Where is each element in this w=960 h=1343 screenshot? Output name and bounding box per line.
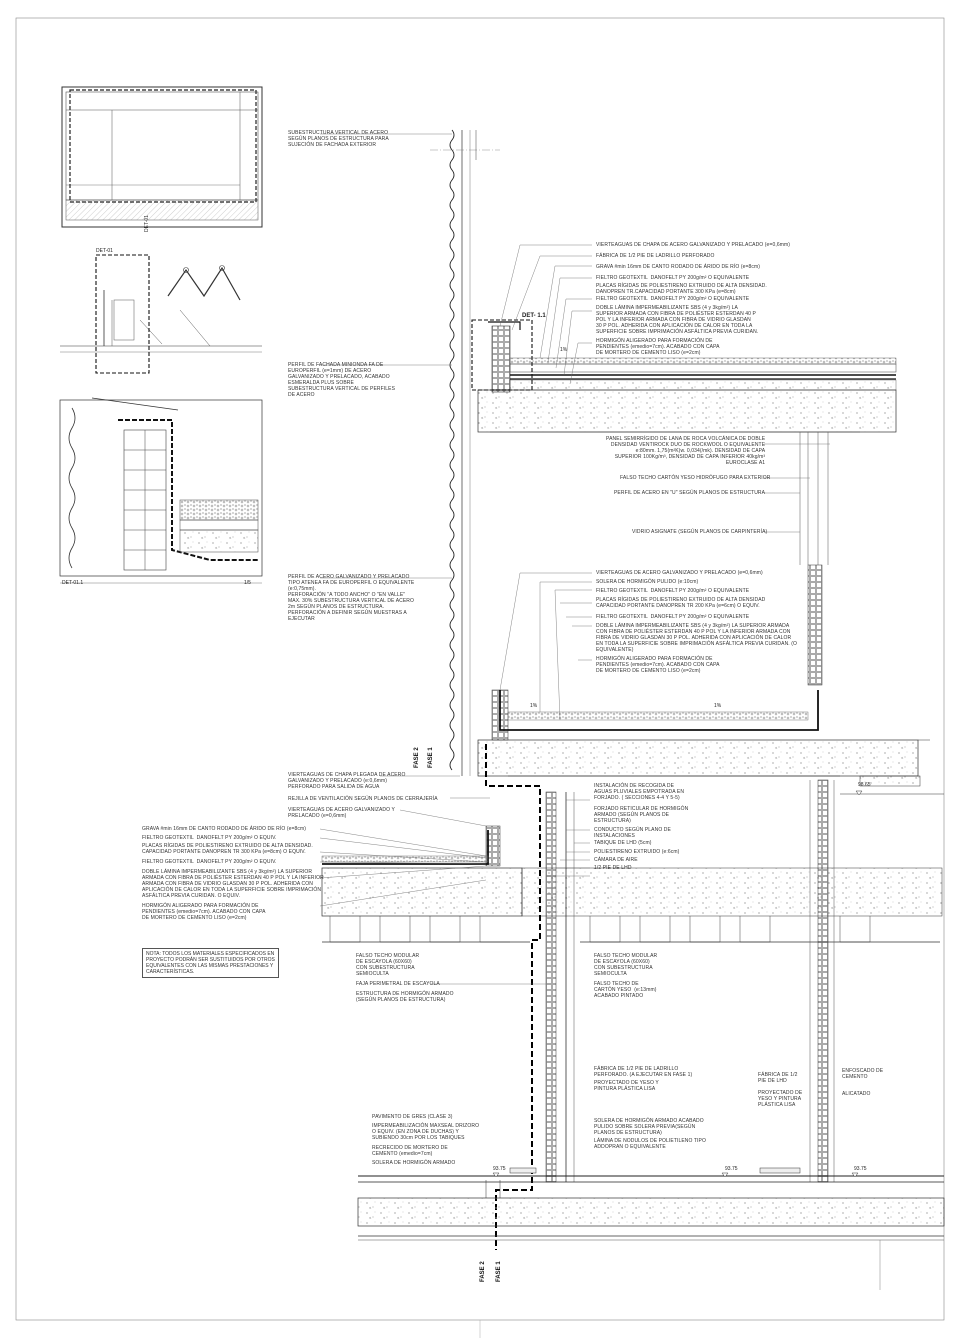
annotation: VIDRIO ASIGNATE (SEGÚN PLANOS DE CARPINTERÍA) xyxy=(632,529,768,535)
general-note: NOTA: TODOS LOS MATERIALES ESPECIFICADOS EN PROYECTO PODRÁN SER SUSTITUIDOS POR OTROS EQUIVALENTES CON LAS MISMAS PRESTACIONES Y CARACTERÍSTICAS. xyxy=(142,948,279,978)
annotation: FALSO TECHO CARTÓN YESO HIDRÓFUGO PARA EXTERIOR xyxy=(620,475,771,481)
annotation: GRAVA #min 16mm DE CANTO RODADO DE ÁRIDO DE RÍO (e=8cm) xyxy=(596,264,761,270)
leaders xyxy=(320,134,830,984)
annotation: 1/2 PIE DE LHD xyxy=(594,865,632,871)
facade-profile xyxy=(430,130,500,776)
det01-tag: DET-01 xyxy=(96,248,113,254)
det11-tag: DET- 1.1 xyxy=(522,313,546,319)
fase1-lower-label: FASE 1 xyxy=(496,1261,502,1282)
annotation: SOLERA DE HORMIGÓN ARMADO xyxy=(372,1160,456,1166)
annotation: ENFOSCADO DE CEMENTO xyxy=(842,1068,884,1080)
annotation: FORJADO RETICULAR DE HORMIGÓN ARMADO (SEGÚN PLANOS DE ESTRUCTURA) xyxy=(594,806,689,824)
small-section xyxy=(60,255,262,373)
ground-slab xyxy=(358,1176,944,1290)
annotation: SOLERA DE HORMIGÓN PULIDO (e:10cm) xyxy=(596,579,699,585)
annotation: CÁMARA DE AIRE xyxy=(594,857,638,863)
annotation: FIELTRO GEOTEXTIL DANOFELT PY 200g/m² O EQUIVALENTE xyxy=(596,588,750,594)
annotation: HORMIGÓN ALIGERADO PARA FORMACIÓN DE PENDIENTES (emedio=7cm). ACABADO CON CAPA DE MORTERO DE CEMENTO LISO (e=2cm) xyxy=(142,903,266,921)
annotation: FIELTRO GEOTEXTIL DANOFELT PY 200g/m² O EQUIVALENTE xyxy=(596,614,750,620)
slope-label: 1% xyxy=(714,703,722,709)
annotation: INSTALACIÓN DE RECOGIDA DE AGUAS PLUVIALES EMPOTRADA EN FORJADO. ( SECCIONES 4-4 Y 5-5) xyxy=(594,783,685,801)
annotation: SUBESTRUCTURA VERTICAL DE ACERO SEGÚN PLANOS DE ESTRUCTURA PARA SUJECIÓN DE FACHADA EXTERIOR xyxy=(288,130,389,148)
annotation: HORMIGÓN ALIGERADO PARA FORMACIÓN DE PENDIENTES (emedio=7cm). ACABADO CON CAPA DE MORTERO DE CEMENTO LISO (e=2cm) xyxy=(596,338,720,356)
annotation: VIERTEAGUAS DE ACERO GALVANIZADO Y PRELACADO (e=0,6mm) xyxy=(288,807,395,819)
slope-label: 1% xyxy=(530,703,538,709)
annotation: ALICATADO xyxy=(842,1091,871,1097)
fase2-lower-label: FASE 2 xyxy=(480,1261,486,1282)
annotation: VIERTEAGUAS DE CHAPA PLEGADA DE ACERO GALVANIZADO Y PRELACADO (e:0,6mm) PERFORADO PARA SALIDA DE AGUA xyxy=(288,772,406,790)
fase2-upper-label: FASE 2 xyxy=(414,747,420,768)
annotation: PERFIL DE ACERO GALVANIZADO Y PRELACADO TIPO ATENEA FA DE EUROPERFIL O EQUIVALENTE (e:0,75mm). PERFORACIÓN "A TODO ANCHO" O "EN VALLE" MAX. 30% SUBESTRUCTURA VERTICAL DE ACERO 2m SEGÚN PLANOS DE ESTRUCTURA. PERFORACIÓN A DEFINIR SEGÚN MUESTRAS A EJECUTAR xyxy=(288,574,415,622)
fase1-upper-label: FASE 1 xyxy=(428,747,434,768)
annotation: FÁBRICA DE 1/2 PIE DE LADRILLO PERFORADO xyxy=(596,253,715,259)
annotation: PROYECTADO DE YESO Y PINTURA PLÁSTICA LISA xyxy=(594,1080,659,1092)
annotation: PERFIL DE FACHADA MINIONDA FA DE EUROPERFIL (e=1mm) DE ACERO GALVANIZADO Y PRELACADO, ACABADO ESMERALDA PLUS SOBRE SUBESTRUCTURA VERTICAL DE PERFILES DE ACERO xyxy=(288,362,396,398)
annotation: PLACAS RÍGIDAS DE POLIESTIRENO EXTRUIDO DE ALTA DENSIDAD. DANOPREN TR.CAPACIDAD PORTANTE 300 KPa (e=8cm) xyxy=(596,283,767,295)
annotation: SOLERA DE HORMIGÓN ARMADO ACABADO PULIDO SOBRE SOLERA PREVIA(SEGÚN PLANOS DE ESTRUCTURA) xyxy=(594,1118,704,1136)
annotation: PLACAS RÍGIDAS DE POLIESTIRENO EXTRUIDO DE ALTA DENSIDAD. CAPACIDAD PORTANTE DANOPREN TR 300 KPa (e=8cm) O EQUIV. xyxy=(142,843,313,855)
annotation: IMPERMEABILIZACIÓN MAXSEAL DRIZORO O EQUIV. (EN ZONA DE DUCHAS) Y SUBIENDO 30cm POR LOS TABIQUES xyxy=(372,1123,480,1141)
annotation: FIELTRO GEOTEXTIL DANOFELT PY 200g/m² O EQUIV. xyxy=(142,859,277,865)
annotation: TABIQUE DE LHD (5cm) xyxy=(594,840,652,846)
annotation: LÁMINA DE NODULOS DE POLIETILENO TIPO ADDOPRAN O EQUIVALENTE xyxy=(594,1138,706,1150)
annotation: VIERTEAGUAS DE ACERO GALVANIZADO Y PRELACADO (e=0,6mm) xyxy=(596,570,763,576)
annotation: DOBLE LÁMINA IMPERMEABILIZANTE SBS (4 y 3kg/m²) LA SUPERIOR ARMADA CON FIBRA DE POLIÉSTER ESTERDAN 40 P POL Y LA INFERIOR ARMADA CON FIBRA DE VIDRIO GLASDAN 30 P POL. ADHERIDA CON APLICACIÓN DE CALOR EN TODA LA SUPERFICIE SOBRE IMPRIMACIÓN ASFÁLTICA PREVIA CURIDAN. xyxy=(596,305,759,335)
svg-text:DET-01: DET-01 xyxy=(144,215,150,232)
scale-label: 1/5 xyxy=(244,580,251,586)
annotation: FALSO TECHO MODULAR DE ESCAYOLA (60X60) CON SUBESTRUCTURA SEMIOCULTA xyxy=(356,953,420,977)
annotation: FÁBRICA DE 1/2 PIE DE LHD xyxy=(758,1072,798,1084)
annotation: RECRECIDO DE MORTERO DE CEMENTO (emedio=7cm) xyxy=(372,1145,448,1157)
annotation: FIELTRO GEOTEXTIL DANOFELT PY 200g/m² O EQUIVALENTE xyxy=(596,296,750,302)
det011-label: DET-01.1 xyxy=(62,580,84,586)
level-93-75-b: 93.75 xyxy=(725,1166,738,1172)
annotation: FALSO TECHO DE CARTÓN YESO (e:13mm) ACABADO PINTADO xyxy=(594,981,657,999)
annotation: HORMIGÓN ALIGERADO PARA FORMACIÓN DE PENDIENTES (emedio=7cm). ACABADO CON CAPA DE MORTERO DE CEMENTO LISO (e=2cm) xyxy=(596,656,720,674)
annotation: DOBLE LÁMINA IMPERMEABILIZANTE SBS (4 y 3kg/m²) LA SUPERIOR ARMADA CON FIBRA DE POLIÉSTER ESTERDAN 40 P POL Y LA INFERIOR ARMADA CON FIBRA DE VIDRIO GLASDAN 30 P POL. ADHERIDA CON APLICACIÓN DE CALOR EN TODA LA SUPERFICIE SOBRE IMPRIMACIÓN ASFÁLTICA PREVIA CURIDAN. (O EQUIVALENTE) xyxy=(596,623,798,653)
annotation: FIELTRO GEOTEXTIL DANOFELT PY 200g/m² O EQUIV. xyxy=(142,835,277,841)
annotation: PLACAS RÍGIDAS DE POLIESTIRENO EXTRUIDO DE ALTA DENSIDAD CAPACIDAD PORTANTE DANOPREN TR 200 KPa (e=6cm) O EQUIV. xyxy=(596,597,766,609)
annotation: PROYECTADO DE YESO Y PINTURA PLÁSTICA LISA xyxy=(758,1090,803,1108)
level-93-75-a: 93.75 xyxy=(493,1166,506,1172)
level-93-75-c: 93.75 xyxy=(854,1166,867,1172)
annotation: ESTRUCTURA DE HORMIGÓN ARMADO (SEGÚN PLANOS DE ESTRUCTURA) xyxy=(356,991,454,1003)
annotation: VIERTEAGUAS DE CHAPA DE ACERO GALVANIZADO Y PRELACADO (e=0,6mm) xyxy=(596,242,790,248)
annotation: PANEL SEMIRRÍGIDO DE LANA DE ROCA VOLCÁNICA DE DOBLE DENSIDAD VENTIROCK DUO DE ROCKWOOL O EQUIVALENTE e:80mm. 1,75(m²K)w. 0,034(/mk). DENSIDAD DE CAPA SUPERIOR 100Kg/m³, DENSIDAD DE CAPA INFERIOR 40kg/m³ EUROCLASE A1 xyxy=(606,436,766,466)
annotation: FAJA PERIMETRAL DE ESCAYOLA xyxy=(356,981,440,987)
annotation: PAVIMENTO DE GRES (CLASE 3) xyxy=(372,1114,453,1120)
annotation: POLIESTIRENO EXTRUIDO (e:6cm) xyxy=(594,849,680,855)
annotation: FIELTRO GEOTEXTIL DANOFELT PY 200g/m² O EQUIVALENTE xyxy=(596,275,750,281)
annotation: REJILLA DE VENTILACIÓN SEGÚN PLANOS DE CERRAJERÍA xyxy=(288,796,438,802)
annotation: FALSO TECHO MODULAR DE ESCAYOLA (60X60) CON SUBESTRUCTURA SEMIOCULTA xyxy=(594,953,658,977)
key-plan xyxy=(62,87,262,232)
annotation: CONDUCTO SEGÚN PLANO DE INSTALACIONES xyxy=(594,827,671,839)
annotation: FÁBRICA DE 1/2 PIE DE LADRILLO PERFORADO. (A EJECUTAR EN FASE 1) xyxy=(594,1066,693,1078)
slope-label: 1% xyxy=(560,347,568,353)
annotation: DOBLE LÁMINA IMPERMEABILIZANTE SBS (4 y 3kg/m²) LA SUPERIOR ARMADA CON FIBRA DE POLIÉSTER ESTERDAN 40 P POL Y LA INFERIOR ARMADA CON FIBRA DE VIDRIO GLASDAN 30 P POL. ADHERIDA CON APLICACIÓN DE CALOR EN TODA LA SUPERFICIE SOBRE IMPRIMACIÓN ASFÁLTICA PREVIA CURIDAN. O EQUIV. xyxy=(142,869,324,899)
annotation: GRAVA #min 16mm DE CANTO RODADO DE ÁRIDO DE RÍO (e=8cm) xyxy=(142,826,307,832)
detail-det-01-1 xyxy=(60,398,262,583)
level-98-65: 98.65 xyxy=(858,782,871,788)
annotation: PERFIL DE ACERO EN "U" SEGÚN PLANOS DE ESTRUCTURA xyxy=(614,490,766,496)
